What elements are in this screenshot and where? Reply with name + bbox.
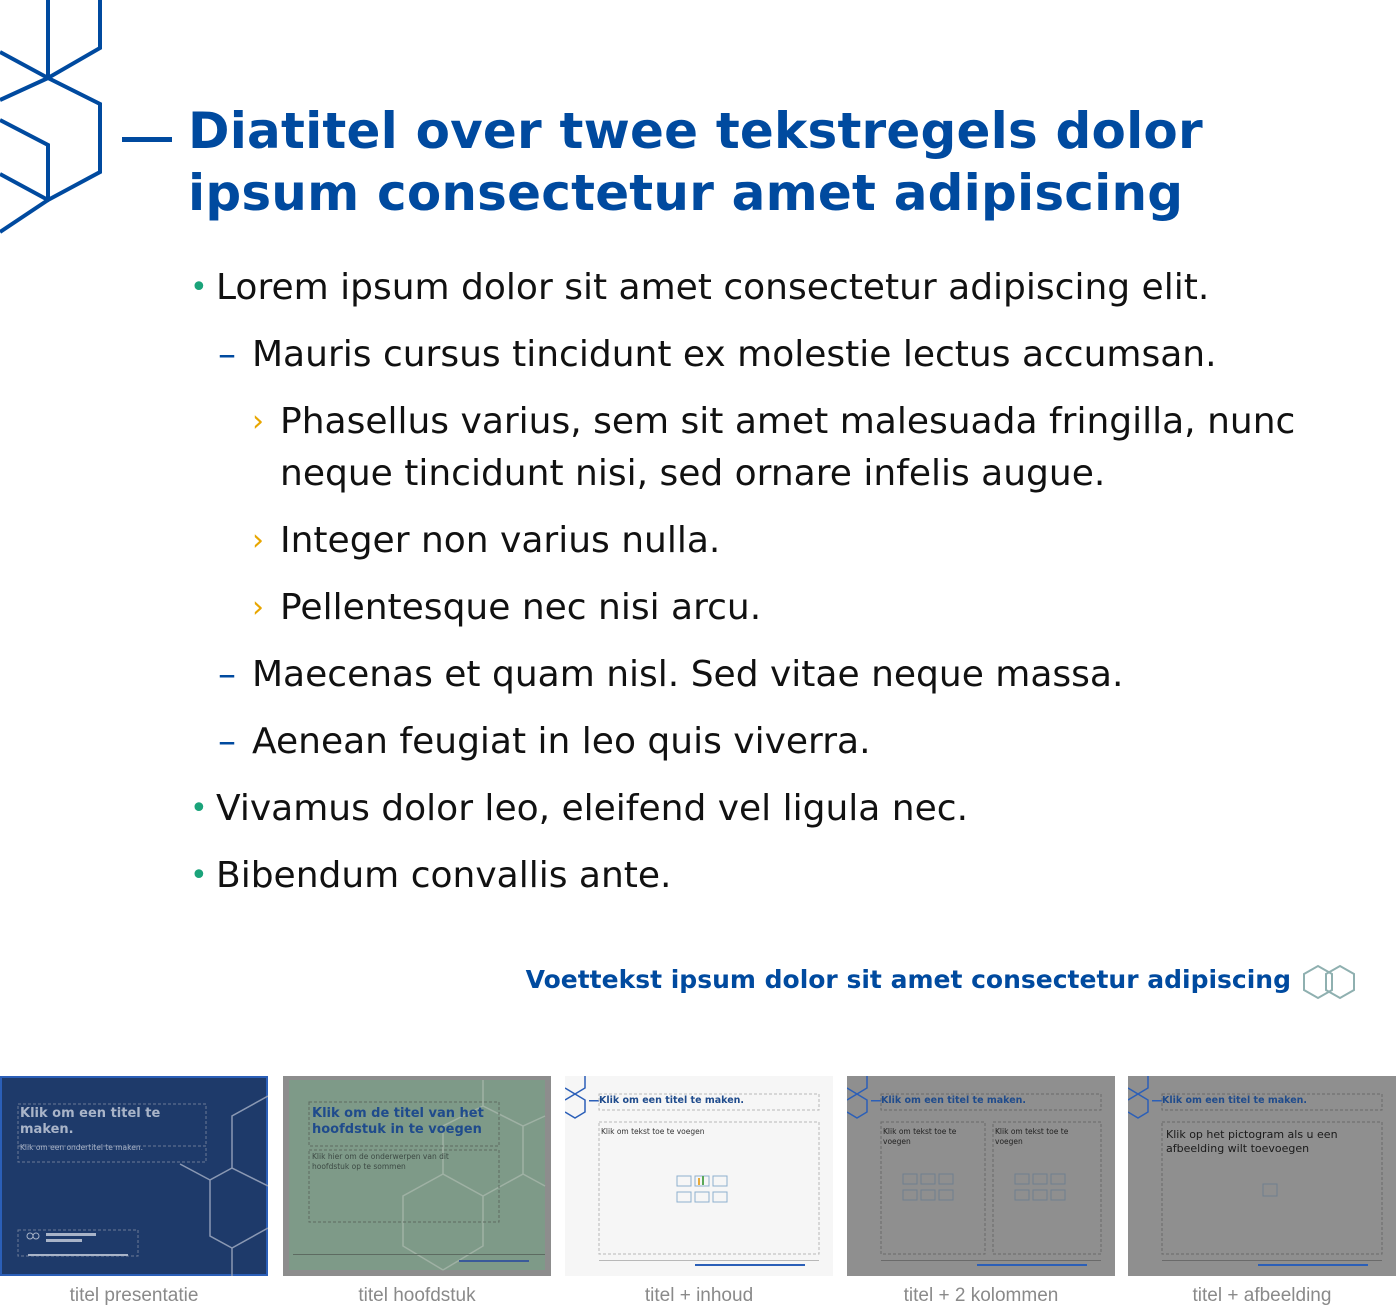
thumb-title: Klik om een titel te maken.: [599, 1095, 745, 1106]
layout-caption: titel + afbeelding: [1192, 1285, 1332, 1306]
footer-hexagon-logo-icon: [1300, 962, 1360, 1004]
slide-footer[interactable]: Voettekst ipsum dolor sit amet consectetur adipiscing: [525, 965, 1291, 994]
thumb-subtitle: Klik om een ondertitel te maken.: [20, 1143, 143, 1152]
list-item: • Bibendum convallis ante.: [190, 850, 1380, 902]
thumb-subtitle: Klik hier om de onderwerpen van dit hoofdstuk op te sommen: [312, 1152, 449, 1171]
title-line-2: ipsum consectetur amet adipiscing: [188, 164, 1184, 222]
title-dash: [122, 137, 172, 142]
title-line-1: Diatitel over twee tekstregels dolor: [188, 102, 1203, 160]
list-item: • Lorem ipsum dolor sit amet consectetur adipiscing elit.: [190, 262, 1380, 314]
bullet-marker: •: [190, 270, 208, 305]
thumb-title: Klik om een titel te maken.: [1162, 1095, 1308, 1106]
layout-caption: titel + 2 kolommen: [903, 1285, 1059, 1306]
layout-caption: titel presentatie: [69, 1285, 199, 1306]
layout-thumb-titel-hoofdstuk[interactable]: [283, 1076, 551, 1276]
dash-marker: –: [218, 654, 236, 695]
thumb-subtitle: Klik op het pictogram als u een afbeelding wilt toevoegen: [1166, 1128, 1338, 1155]
layout-caption: titel hoofdstuk: [358, 1285, 476, 1306]
slide-title[interactable]: [188, 100, 1358, 224]
layout-thumb-titel-2-kolommen[interactable]: [847, 1076, 1115, 1276]
dash-marker: –: [218, 334, 236, 375]
hexagon-logo-icon: [0, 0, 110, 240]
chevron-marker: ›: [252, 523, 264, 558]
list-item: › Pellentesque nec nisi arcu.: [190, 582, 1380, 634]
layout-thumb-titel-presentatie[interactable]: [0, 1076, 268, 1276]
layout-caption: titel + inhoud: [644, 1285, 754, 1306]
thumb-column-2: Klik om tekst toe te voegen: [995, 1127, 1069, 1146]
dash-marker: –: [218, 721, 236, 762]
thumb-subtitle: Klik om tekst toe te voegen: [601, 1127, 705, 1136]
thumb-column-1: Klik om tekst toe te voegen: [883, 1127, 957, 1146]
chevron-marker: ›: [252, 404, 264, 439]
chevron-marker: ›: [252, 590, 264, 625]
thumb-title: Klik om een titel te maken.: [20, 1106, 161, 1137]
thumb-title: Klik om de titel van het hoofdstuk in te voegen: [312, 1106, 484, 1137]
layout-thumb-titel-inhoud[interactable]: [565, 1076, 833, 1276]
list-item: – Mauris cursus tincidunt ex molestie lectus accumsan.: [190, 329, 1380, 381]
list-item: – Aenean feugiat in leo quis viverra.: [190, 716, 1380, 768]
bullet-marker: •: [190, 858, 208, 893]
list-item: – Maecenas et quam nisl. Sed vitae neque massa.: [190, 649, 1380, 701]
list-item: › Phasellus varius, sem sit amet malesuada fringilla, nunc neque tincidunt nisi, sed ornare infelis augue.: [190, 396, 1380, 500]
list-item: › Integer non varius nulla.: [190, 515, 1380, 567]
layout-thumb-titel-afbeelding[interactable]: [1128, 1076, 1396, 1276]
list-item: • Vivamus dolor leo, eleifend vel ligula nec.: [190, 783, 1380, 835]
thumb-title: Klik om een titel te maken.: [881, 1095, 1027, 1106]
bullet-marker: •: [190, 791, 208, 826]
content-bullets[interactable]: [190, 262, 1380, 917]
layout-gallery: [0, 1076, 1396, 1310]
